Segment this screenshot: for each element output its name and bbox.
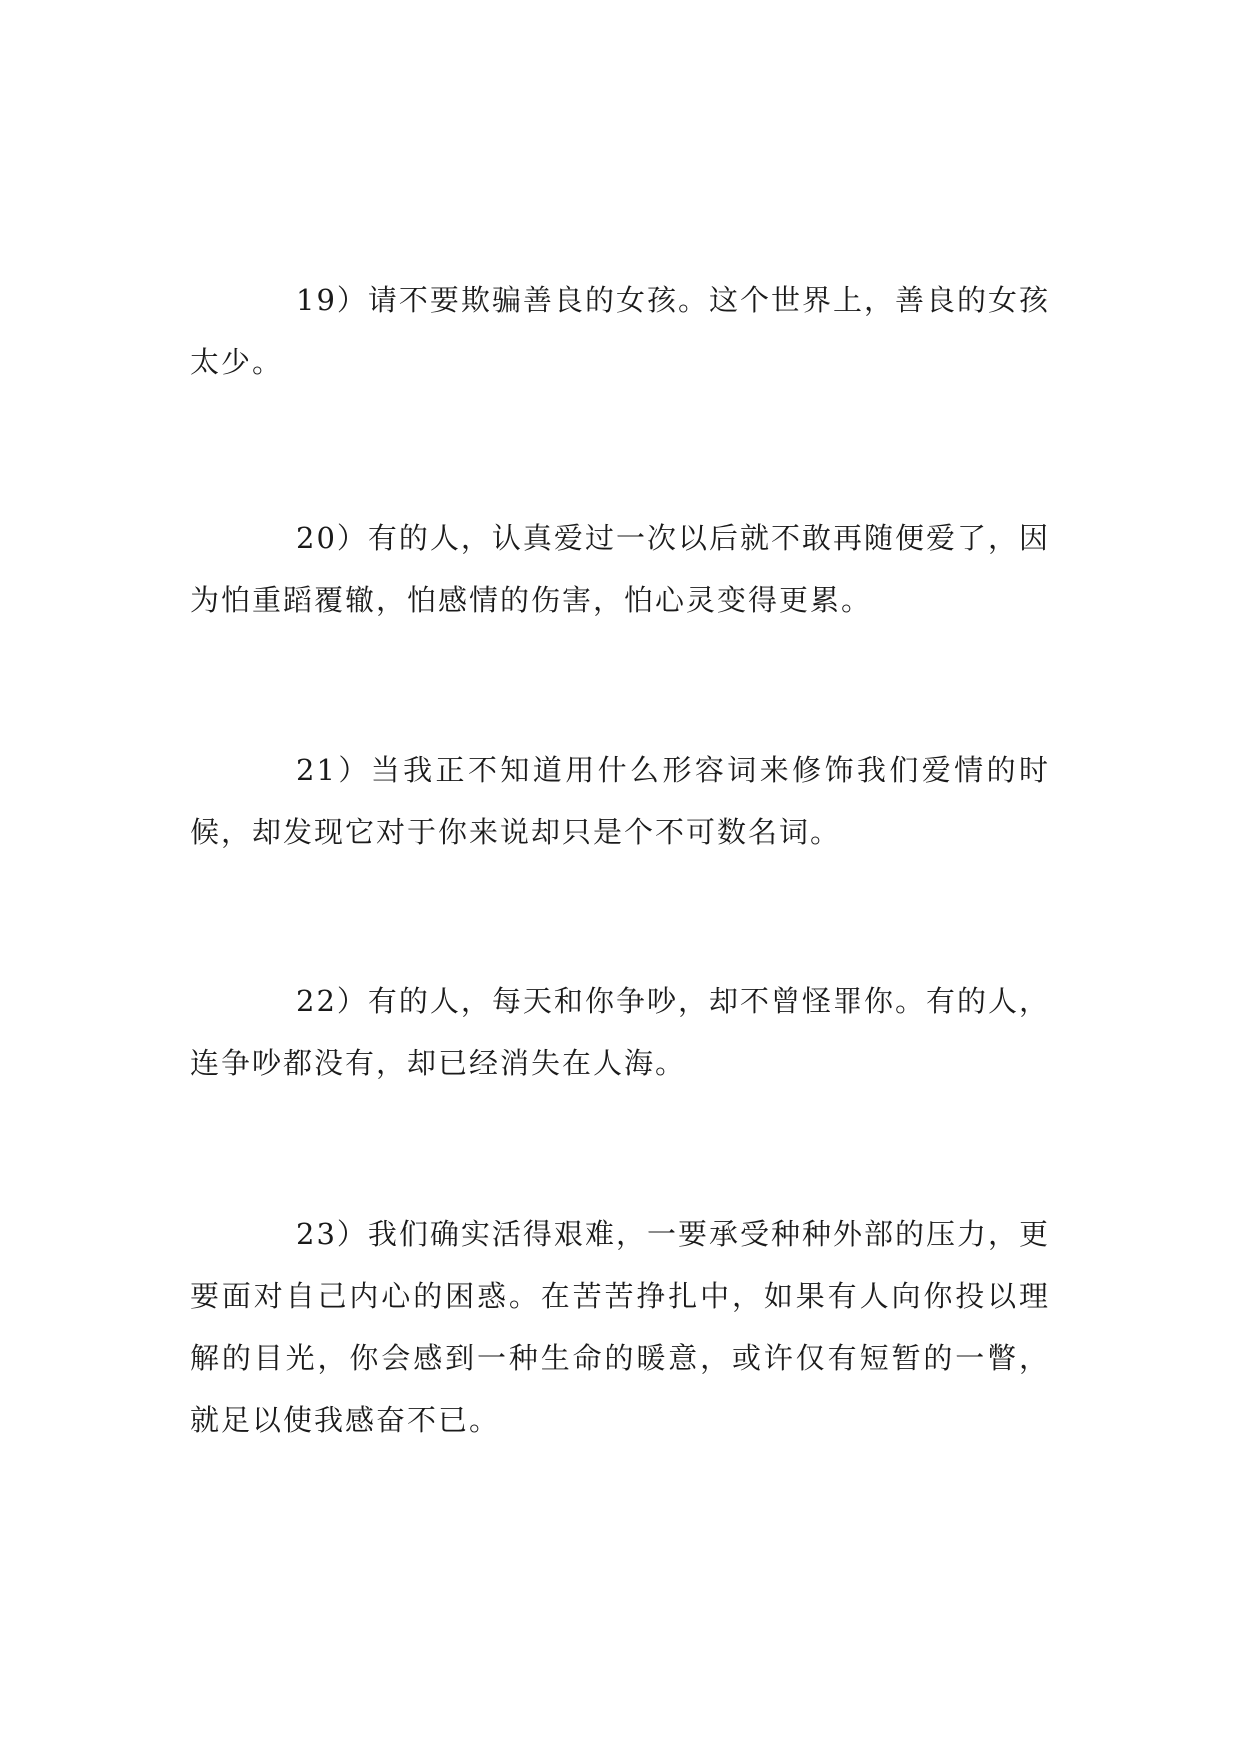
paragraph-22: 22）有的人，每天和你争吵，却不曾怪罪你。有的人，连争吵都没有，却已经消失在人海。: [190, 984, 1050, 1080]
paragraph-23: 23）我们确实活得艰难，一要承受种种外部的压力，更要面对自己内心的困惑。在苦苦挣扎中，如果有人向你投以理解的目光，你会感到一种生命的暖意，或许仅有短暂的一瞥，就足以使我感奋不已。: [190, 1217, 1050, 1437]
paragraph-19: 19）请不要欺骗善良的女孩。这个世界上，善良的女孩太少。: [190, 283, 1050, 379]
paragraph-20: 20）有的人，认真爱过一次以后就不敢再随便爱了，因为怕重蹈覆辙，怕感情的伤害，怕心灵变得更累。: [190, 521, 1050, 617]
paragraph-21: 21）当我正不知道用什么形容词来修饰我们爱情的时候，却发现它对于你来说却只是个不可数名词。: [190, 753, 1050, 849]
